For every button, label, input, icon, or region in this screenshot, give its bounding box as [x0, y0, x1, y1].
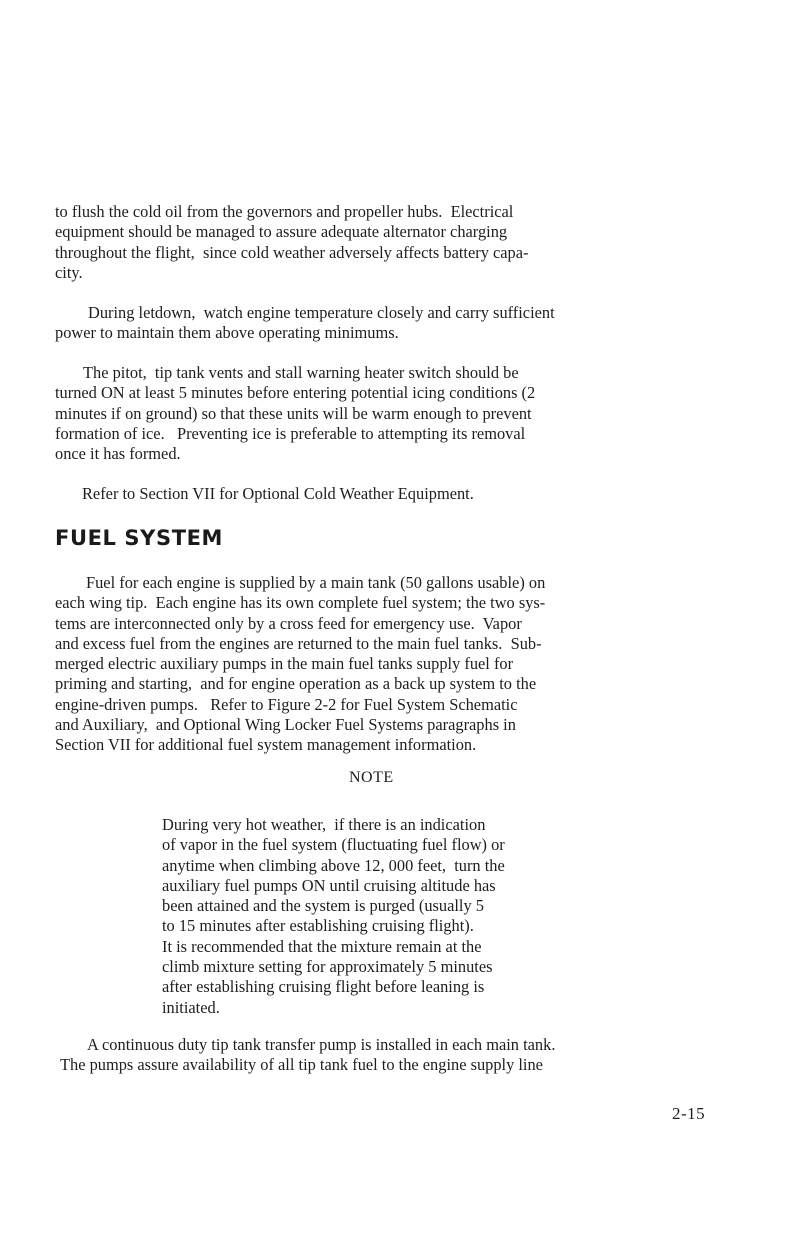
paragraph-cold-weather-equipment [55, 202, 528, 283]
text-line: merged electric auxiliary pumps in the main fuel tanks supply fuel for [55, 654, 514, 674]
text-line: Section VII for additional fuel system management information. [55, 735, 477, 755]
paragraph-letdown [55, 303, 555, 344]
text-line: formation of ice. Preventing ice is preferable to attempting its removal [55, 423, 526, 443]
text-line: and Auxiliary, and Optional Wing Locker Fuel Systems paragraphs in [55, 715, 516, 735]
text-line: city. [55, 262, 83, 282]
text-line: of vapor in the fuel system (fluctuating fuel flow) or [162, 835, 505, 855]
text-line: Fuel for each engine is supplied by a main tank (50 gallons usable) on [86, 573, 546, 592]
paragraph-fuel-system [55, 573, 545, 756]
text-line: The pumps assure availability of all tip tank fuel to the engine supply line [60, 1055, 543, 1075]
text-line: throughout the flight, since cold weather adversely affects battery capa- [55, 242, 529, 262]
text-line: after establishing cruising flight before leaning is [162, 977, 485, 997]
text-line: once it has formed. [55, 444, 181, 464]
text-line: each wing tip. Each engine has its own complete fuel system; the two sys- [55, 593, 546, 613]
text-line: initiated. [162, 997, 220, 1017]
note-label: NOTE [349, 769, 394, 786]
paragraph-transfer-pump [60, 1035, 555, 1076]
text-line: The pitot, tip tank vents and stall warning heater switch should be [83, 363, 519, 382]
text-line: climb mixture setting for approximately 5 minutes [162, 957, 493, 977]
text-line: anytime when climbing above 12, 000 feet, turn the [162, 855, 505, 875]
section-heading: FUEL SYSTEM [55, 526, 224, 550]
text-line: During letdown, watch engine temperature closely and carry sufficient [88, 303, 555, 322]
text-line: minutes if on ground) so that these units will be warm enough to prevent [55, 403, 532, 423]
text-line: engine-driven pumps. Refer to Figure 2-2 for Fuel System Schematic [55, 694, 518, 714]
text-line: to 15 minutes after establishing cruising flight). [162, 916, 474, 936]
text-line: turned ON at least 5 minutes before entering potential icing conditions (2 [55, 383, 536, 403]
text-line: auxiliary fuel pumps ON until cruising altitude has [162, 875, 496, 895]
text-line: to flush the cold oil from the governors and propeller hubs. Electrical [55, 202, 514, 221]
text-line: tems are interconnected only by a cross feed for emergency use. Vapor [55, 613, 522, 633]
note-body [162, 815, 505, 1018]
page-number: 2-15 [672, 1104, 706, 1123]
paragraph-section-reference [55, 484, 474, 504]
text-line: It is recommended that the mixture remain at the [162, 936, 482, 956]
text-line: and excess fuel from the engines are returned to the main fuel tanks. Sub- [55, 633, 542, 653]
paragraph-pitot-heater [55, 363, 535, 464]
text-line: equipment should be managed to assure adequate alternator charging [55, 222, 508, 242]
text-line: During very hot weather, if there is an indication [162, 815, 486, 834]
text-line: A continuous duty tip tank transfer pump is installed in each main tank. [87, 1035, 556, 1054]
text-line: been attained and the system is purged (usually 5 [162, 896, 484, 916]
text-line: power to maintain them above operating minimums. [55, 323, 399, 343]
text-line: Refer to Section VII for Optional Cold Weather Equipment. [82, 484, 474, 503]
text-line: priming and starting, and for engine operation as a back up system to the [55, 674, 537, 694]
